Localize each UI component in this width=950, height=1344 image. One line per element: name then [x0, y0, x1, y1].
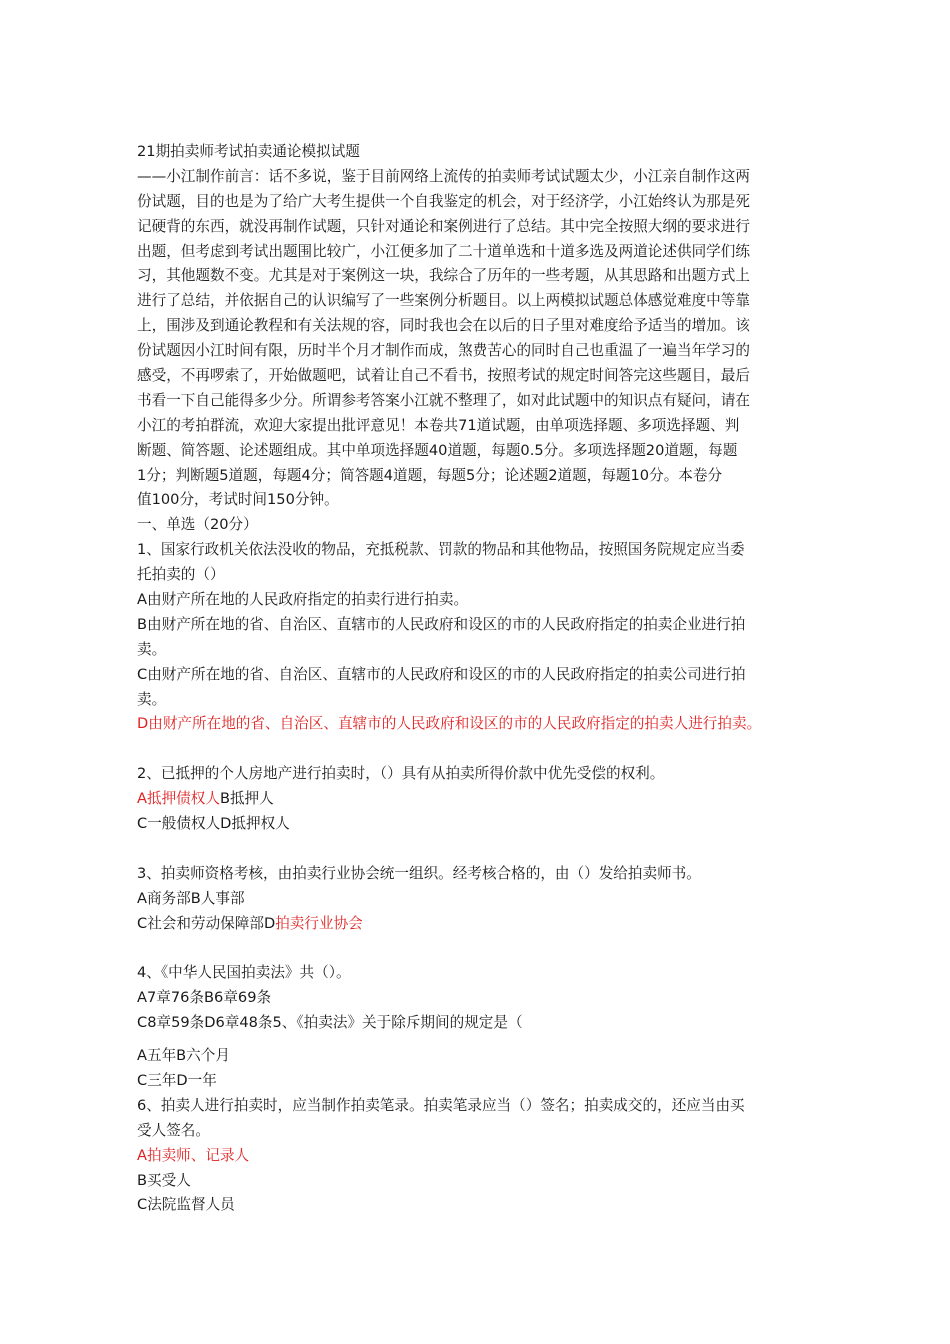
answer-option-a: A拍卖师、记录人: [137, 1146, 250, 1164]
option-b: B抵押人: [219, 790, 274, 808]
options-cd: C三年D一年: [137, 1071, 217, 1089]
options-ab: [137, 787, 827, 812]
question-3: [137, 862, 827, 937]
option-c: C法院监督人员: [137, 1196, 235, 1214]
answer-option-d: 拍卖行业协会: [275, 914, 363, 932]
options-ab: A商务部B人事部: [137, 889, 245, 907]
option-b: B买受人: [137, 1171, 191, 1189]
section-heading: 一、单选（20分）: [137, 516, 258, 534]
preface-line: ——小江制作前言：话不多说，鉴于目前网络上流传的拍卖师考试试题太少，小江亲自制作这两: [137, 167, 750, 185]
question-4: [137, 961, 827, 1036]
options-cd: C一般债权人D抵押权人: [137, 815, 290, 833]
preface: [137, 165, 827, 513]
options-ab: A五年B六个月: [137, 1047, 230, 1065]
option-c: C社会和劳动保障部D: [137, 914, 276, 932]
spacer: [137, 837, 827, 862]
option-a: A由财产所在地的人民政府指定的拍卖行进行拍卖。: [137, 591, 469, 609]
question-stem: 2、已抵押的个人房地产进行拍卖时，（）具有从拍卖所得价款中优先受偿的权利。: [137, 765, 665, 783]
preface-line: 进行了总结，并依据自己的认识编写了一些案例分析题目。以上两模拟试题总体感觉难度中等靠: [137, 292, 750, 310]
option-b: B由财产所在地的省、自治区、直辖市的人民政府和设区的市的人民政府指定的拍卖企业进行拍: [137, 615, 746, 633]
preface-line: 小江的考拍群流，欢迎大家提出批评意见！本卷共71道试题，由单项选择题、多项选择题、判: [137, 416, 740, 434]
question-5: [137, 1044, 827, 1094]
option-b: 卖。: [137, 640, 167, 658]
preface-line: 断题、简答题、论述题组成。其中单项选择题40道题，每题0.5分。多项选择题20道题，每题: [137, 441, 738, 459]
question-6: [137, 1094, 827, 1218]
question-1: [137, 538, 827, 737]
question-stem: 受人签名。: [137, 1121, 210, 1139]
question-stem: 3、拍卖师资格考核，由拍卖行业协会统一组织。经考核合格的，由（）发给拍卖师书。: [137, 864, 701, 882]
options-cd-and-q5-stem: C8章59条D6章48条5、《拍卖法》关于除斥期间的规定是（: [137, 1014, 523, 1032]
answer-option-d: D由财产所在地的省、自治区、直辖市的人民政府和设区的市的人民政府指定的拍卖人进行拍卖。: [137, 715, 762, 733]
question-stem: 1、国家行政机关依法没收的物品，充抵税款、罚款的物品和其他物品，按照国务院规定应当委: [137, 541, 745, 559]
preface-line: 份试题因小江时间有限，历时半个月才制作而成，煞费苦心的同时自己也重温了一遍当年学习的: [137, 342, 750, 360]
question-stem: 6、拍卖人进行拍卖时，应当制作拍卖笔录。拍卖笔录应当（）签名；拍卖成交的，还应当由买: [137, 1096, 745, 1114]
spacer: [137, 937, 827, 962]
spacer: [137, 1036, 827, 1044]
document-page: [137, 140, 827, 1218]
options-ab: A7章76条B6章69条: [137, 989, 272, 1007]
options-cd: [137, 912, 827, 937]
answer-option-a: A抵押债权人: [137, 790, 220, 808]
preface-line: 感受，不再啰索了，开始做题吧，试着让自己不看书，按照考试的规定时间答完这些题目，最后: [137, 367, 750, 385]
question-2: [137, 762, 827, 837]
preface-line: 上，围涉及到通论教程和有关法规的容，同时我也会在以后的日子里对难度给予适当的增加。该: [137, 317, 750, 335]
preface-line: 出题，但考虑到考试出题围比较广，小江便多加了二十道单选和十道多选及两道论述供同学们练: [137, 242, 750, 260]
question-stem: 托拍卖的（）: [137, 566, 225, 584]
option-c: C由财产所在地的省、自治区、直辖市的人民政府和设区的市的人民政府指定的拍卖公司进行拍: [137, 665, 746, 683]
preface-line: 习，其他题数不变。尤其是对于案例这一块，我综合了历年的一些考题，从其思路和出题方式上: [137, 267, 750, 285]
preface-line: 书看一下自己能得多少分。所谓参考答案小江就不整理了，如对此试题中的知识点有疑问，请在: [137, 391, 750, 409]
spacer: [137, 737, 827, 762]
question-stem: 4、《中华人民国拍卖法》共（）。: [137, 964, 351, 982]
preface-line: 记硬背的东西，就没再制作试题，只针对通论和案例进行了总结。其中完全按照大纲的要求进行: [137, 217, 750, 235]
preface-line: 值100分，考试时间150分钟。: [137, 491, 339, 509]
preface-line: 份试题，目的也是为了给广大考生提供一个自我鉴定的机会，对于经济学，小江始终认为那是死: [137, 192, 750, 210]
preface-line: 1分；判断题5道题，每题4分；简答题4道题，每题5分；论述题2道题，每题10分。本卷分: [137, 466, 723, 484]
document-title: 21期拍卖师考试拍卖通论模拟试题: [137, 143, 360, 160]
option-c: 卖。: [137, 690, 167, 708]
